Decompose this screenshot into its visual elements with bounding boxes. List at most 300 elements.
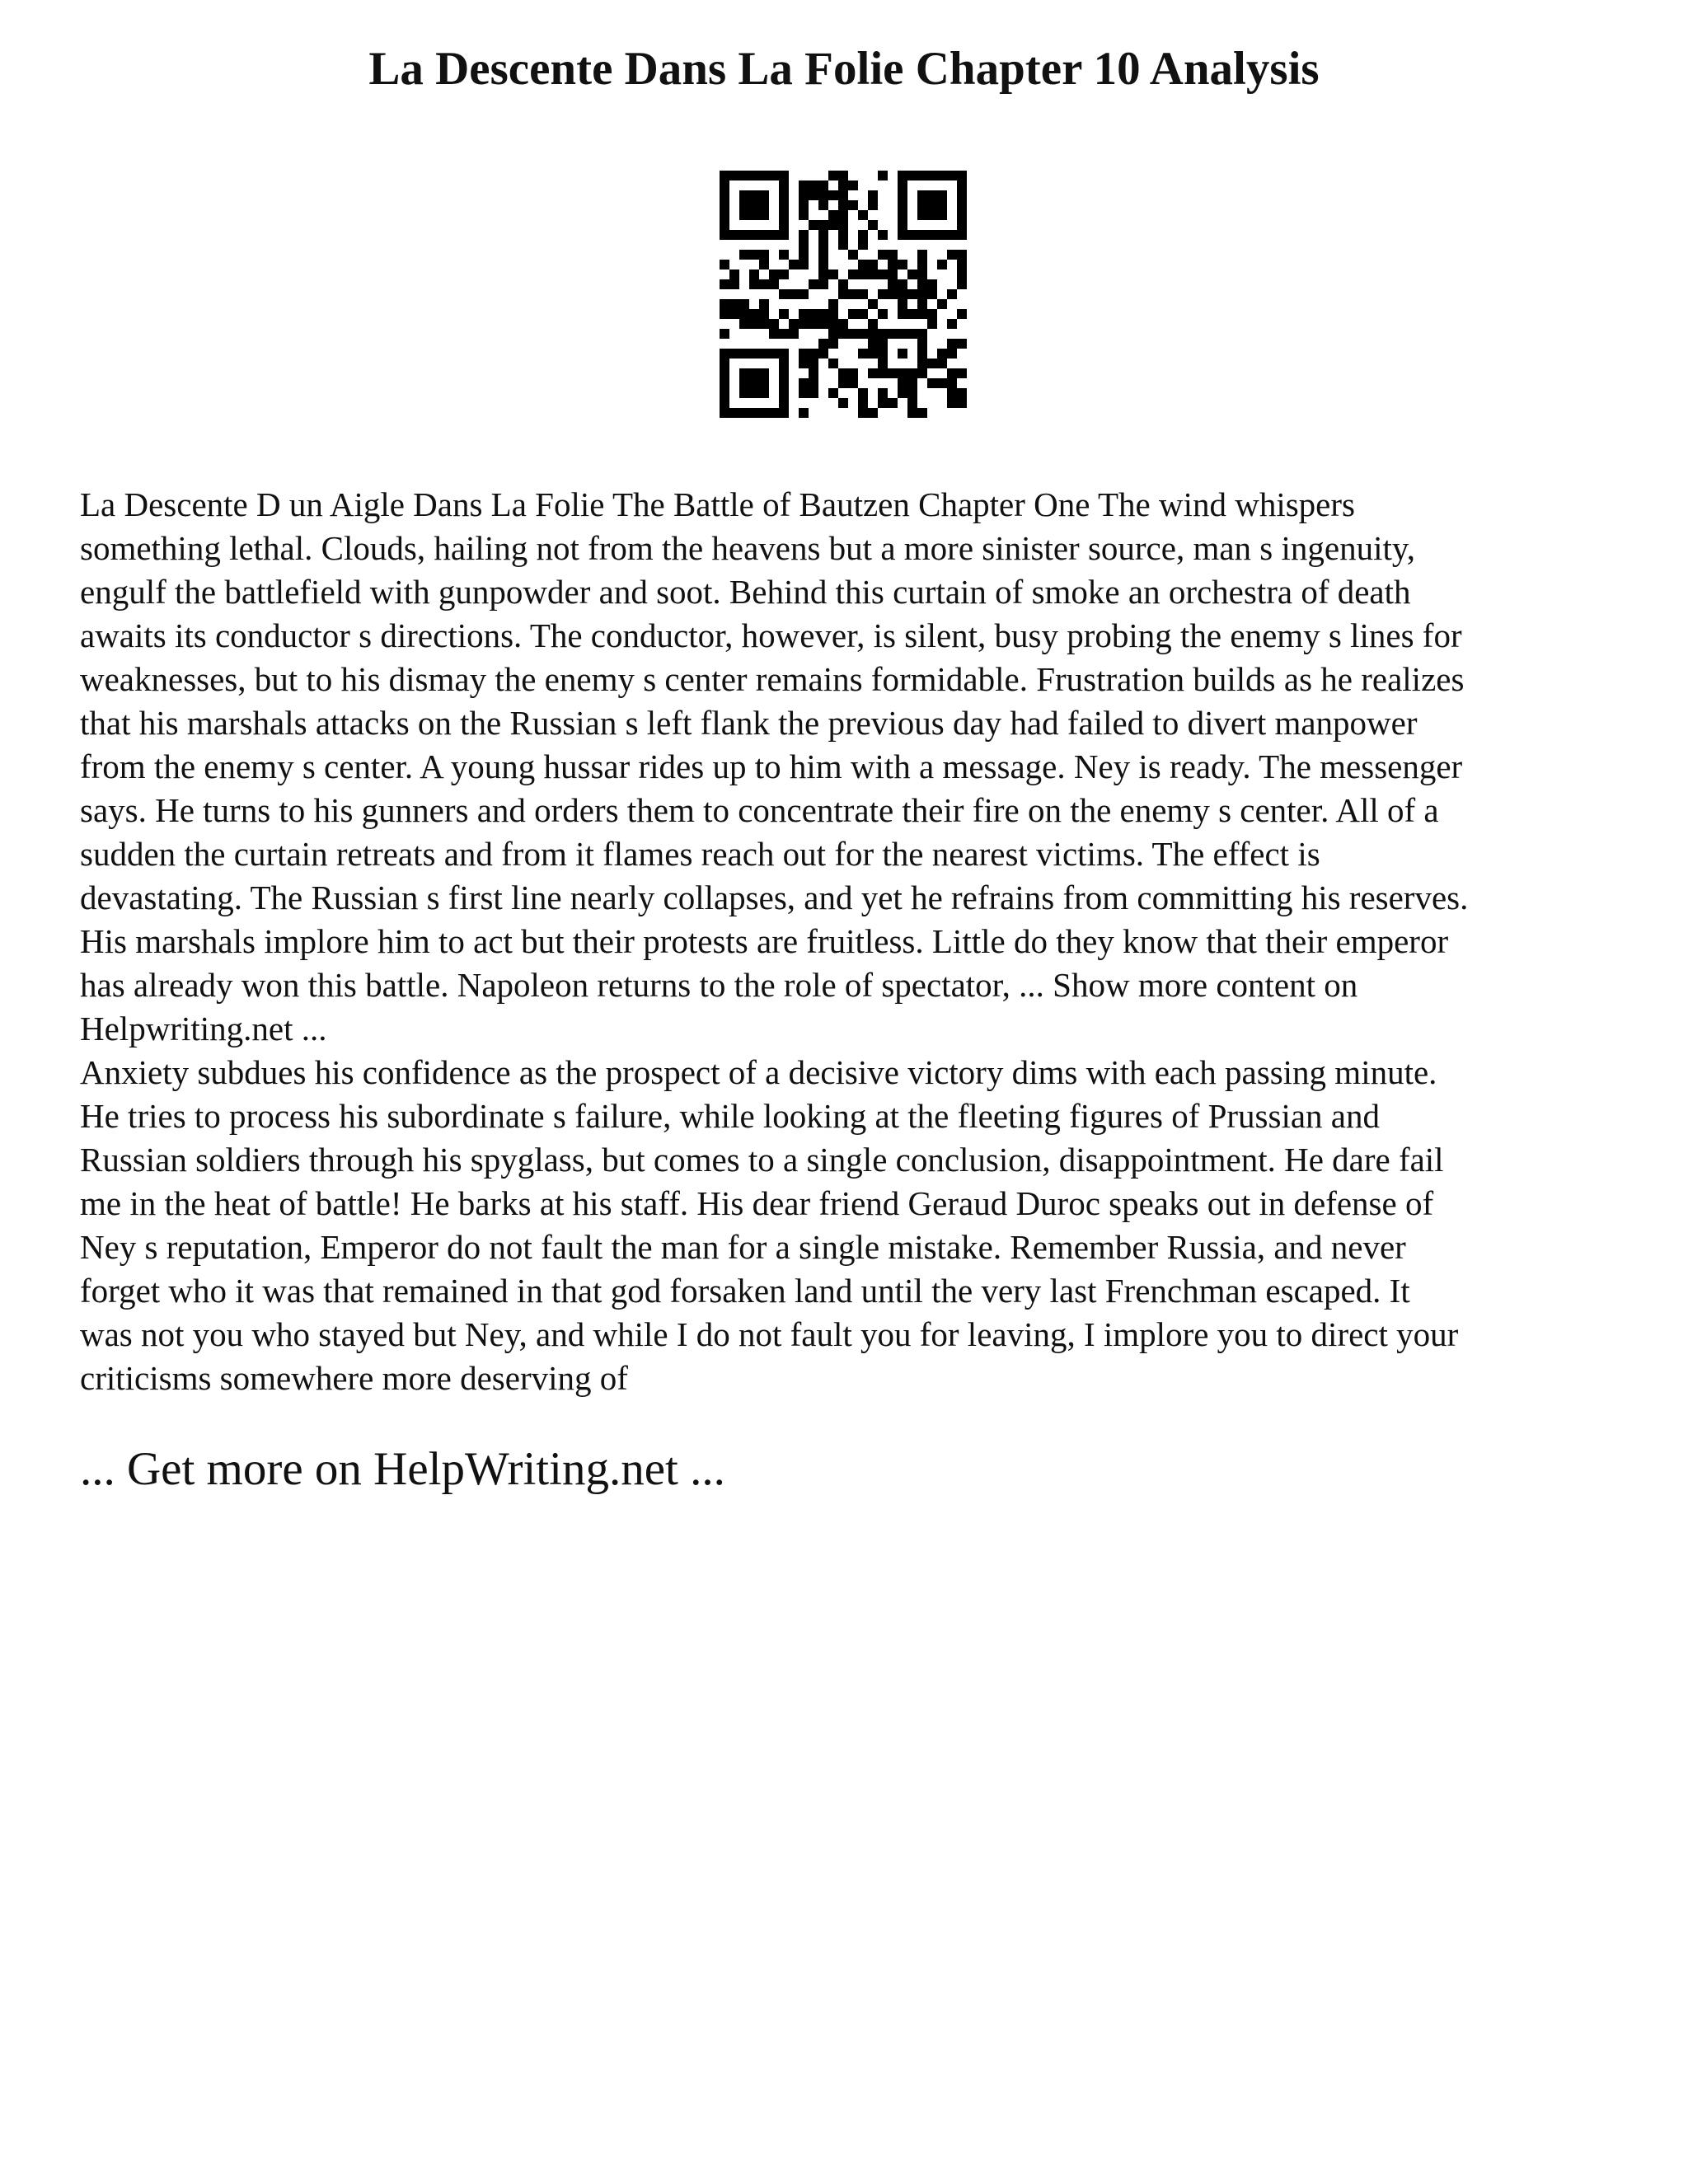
- qr-module: [789, 260, 799, 269]
- qr-module: [749, 388, 759, 398]
- qr-module: [759, 210, 769, 220]
- qr-module: [917, 171, 927, 180]
- qr-module: [907, 368, 917, 378]
- qr-module: [907, 289, 917, 299]
- qr-module: [818, 279, 828, 289]
- qr-module: [898, 378, 907, 388]
- qr-module: [809, 309, 818, 319]
- qr-module: [720, 408, 729, 418]
- qr-module: [947, 289, 957, 299]
- article-body: [80, 483, 1615, 1400]
- qr-module: [858, 349, 868, 359]
- qr-module: [828, 220, 838, 230]
- qr-module: [749, 190, 759, 200]
- qr-module: [898, 329, 907, 339]
- qr-module: [888, 368, 898, 378]
- qr-module: [927, 378, 937, 388]
- qr-module: [759, 368, 769, 378]
- qr-module: [809, 378, 818, 388]
- qr-module: [828, 299, 838, 309]
- text-line: says. He turns to his gunners and orders them to concentrate their fire on the enemy s center. All of a: [80, 791, 1439, 829]
- qr-module: [799, 260, 809, 269]
- qr-module: [729, 299, 739, 309]
- qr-module: [720, 171, 729, 180]
- qr-module: [779, 378, 789, 388]
- qr-module: [769, 230, 779, 240]
- qr-module: [818, 200, 828, 210]
- qr-module: [739, 349, 749, 359]
- qr-module: [769, 319, 779, 329]
- qr-module: [759, 299, 769, 309]
- text-line: sudden the curtain retreats and from it flames reach out for the nearest victims. The effect is: [80, 835, 1320, 873]
- qr-module: [720, 388, 729, 398]
- qr-module: [739, 250, 749, 260]
- qr-module: [818, 309, 828, 319]
- qr-module: [947, 171, 957, 180]
- qr-module: [937, 171, 947, 180]
- qr-module: [828, 359, 838, 368]
- qr-module: [858, 260, 868, 269]
- qr-module: [917, 289, 927, 299]
- qr-module: [917, 230, 927, 240]
- qr-module: [739, 210, 749, 220]
- qr-module: [818, 319, 828, 329]
- qr-module: [838, 279, 848, 289]
- qr-module: [779, 309, 789, 319]
- qr-module: [779, 171, 789, 180]
- qr-module: [907, 388, 917, 398]
- qr-module: [759, 388, 769, 398]
- text-line: Russian soldiers through his spyglass, but comes to a single conclusion, disappointment. He dare fail: [80, 1141, 1444, 1179]
- qr-module: [898, 171, 907, 180]
- qr-module: [927, 319, 937, 329]
- qr-module: [720, 190, 729, 200]
- qr-module: [749, 368, 759, 378]
- qr-module: [917, 359, 927, 368]
- qr-module: [858, 230, 868, 240]
- qr-module: [878, 171, 888, 180]
- qr-module: [848, 289, 858, 299]
- text-line: engulf the battlefield with gunpowder and soot. Behind this curtain of smoke an orchestra of death: [80, 573, 1411, 611]
- text-line: me in the heat of battle! He barks at his staff. His dear friend Geraud Duroc speaks out in defense of: [80, 1184, 1434, 1222]
- qr-module: [779, 230, 789, 240]
- qr-module: [848, 180, 858, 190]
- qr-module: [749, 378, 759, 388]
- qr-module: [720, 299, 729, 309]
- qr-module: [907, 378, 917, 388]
- get-more-link[interactable]: ... Get more on HelpWriting.net ...: [80, 1443, 725, 1495]
- qr-module: [888, 398, 898, 408]
- qr-module: [947, 349, 957, 359]
- qr-module: [937, 378, 947, 388]
- qr-module: [868, 269, 878, 279]
- qr-module: [818, 339, 828, 349]
- qr-module: [838, 289, 848, 299]
- qr-module: [779, 269, 789, 279]
- qr-module: [739, 299, 749, 309]
- qr-module: [729, 309, 739, 319]
- qr-module: [838, 220, 848, 230]
- qr-module: [898, 309, 907, 319]
- qr-module: [818, 250, 828, 260]
- text-line: awaits its conductor s directions. The conductor, however, is silent, busy probing the enemy s lines for: [80, 616, 1462, 654]
- qr-module: [779, 220, 789, 230]
- qr-module: [937, 230, 947, 240]
- qr-module: [858, 388, 868, 398]
- qr-module: [957, 200, 967, 210]
- qr-module: [878, 250, 888, 260]
- qr-module: [799, 309, 809, 319]
- qr-module: [799, 190, 809, 200]
- qr-module: [858, 398, 868, 408]
- qr-module: [759, 250, 769, 260]
- qr-module: [848, 309, 858, 319]
- qr-module: [957, 269, 967, 279]
- qr-module: [818, 180, 828, 190]
- text-line: that his marshals attacks on the Russian s left flank the previous day had failed to divert manpower: [80, 704, 1418, 742]
- text-line: was not you who stayed but Ney, and while I do not fault you for leaving, I implore you to direct your: [80, 1315, 1459, 1353]
- qr-module: [917, 408, 927, 418]
- qr-module: [809, 388, 818, 398]
- qr-module: [720, 329, 729, 339]
- qr-module: [917, 200, 927, 210]
- qr-module: [749, 250, 759, 260]
- qr-module: [957, 339, 967, 349]
- qr-module: [789, 319, 799, 329]
- qr-module: [779, 200, 789, 210]
- qr-module: [828, 339, 838, 349]
- qr-module: [848, 378, 858, 388]
- qr-module: [828, 210, 838, 220]
- qr-module: [720, 359, 729, 368]
- qr-module: [769, 269, 779, 279]
- qr-module: [799, 200, 809, 210]
- qr-module: [799, 359, 809, 368]
- qr-module: [858, 289, 868, 299]
- qr-module: [759, 230, 769, 240]
- qr-module: [868, 200, 878, 210]
- qr-module: [947, 368, 957, 378]
- qr-module: [858, 408, 868, 418]
- qr-module: [957, 171, 967, 180]
- qr-module: [779, 329, 789, 339]
- qr-module: [720, 349, 729, 359]
- qr-module: [739, 309, 749, 319]
- qr-module: [809, 180, 818, 190]
- qr-module: [720, 210, 729, 220]
- qr-module: [828, 269, 838, 279]
- qr-module: [878, 359, 888, 368]
- text-line: forget who it was that remained in that god forsaken land until the very last Frenchman escaped. It: [80, 1272, 1410, 1310]
- qr-module: [917, 190, 927, 200]
- qr-module: [779, 359, 789, 368]
- qr-module: [838, 190, 848, 200]
- qr-module: [898, 349, 907, 359]
- qr-module: [937, 299, 947, 309]
- qr-module: [720, 230, 729, 240]
- qr-module: [838, 378, 848, 388]
- qr-module: [957, 210, 967, 220]
- qr-module: [838, 230, 848, 240]
- qr-module: [739, 378, 749, 388]
- qr-module: [729, 171, 739, 180]
- qr-module: [749, 269, 759, 279]
- qr-module: [907, 171, 917, 180]
- qr-module: [799, 319, 809, 329]
- qr-module: [818, 260, 828, 269]
- qr-module: [898, 299, 907, 309]
- qr-module: [759, 378, 769, 388]
- qr-module: [957, 279, 967, 289]
- qr-module: [878, 398, 888, 408]
- qr-module: [759, 171, 769, 180]
- qr-module: [749, 171, 759, 180]
- qr-module: [937, 190, 947, 200]
- qr-module: [779, 210, 789, 220]
- qr-module: [809, 349, 818, 359]
- qr-module: [749, 230, 759, 240]
- qr-module: [868, 408, 878, 418]
- qr-module: [957, 230, 967, 240]
- qr-module: [937, 200, 947, 210]
- qr-module: [878, 289, 888, 299]
- qr-module: [739, 190, 749, 200]
- qr-module: [858, 240, 868, 250]
- text-line: Ney s reputation, Emperor do not fault the man for a single mistake. Remember Russia, and never: [80, 1228, 1406, 1266]
- qr-module: [739, 200, 749, 210]
- qr-module: [947, 378, 957, 388]
- qr-module: [749, 319, 759, 329]
- qr-module: [937, 260, 947, 269]
- qr-module: [868, 349, 878, 359]
- qr-module: [957, 180, 967, 190]
- qr-module: [917, 299, 927, 309]
- qr-module: [799, 388, 809, 398]
- qr-module: [809, 220, 818, 230]
- qr-module: [749, 309, 759, 319]
- qr-module: [947, 230, 957, 240]
- qr-module: [898, 289, 907, 299]
- qr-module: [878, 329, 888, 339]
- qr-module: [878, 388, 888, 398]
- qr-module: [720, 279, 729, 289]
- qr-module: [858, 309, 868, 319]
- qr-module: [927, 279, 937, 289]
- qr-module: [947, 339, 957, 349]
- qr-module: [779, 388, 789, 398]
- qr-module: [927, 171, 937, 180]
- qr-module: [907, 309, 917, 319]
- qr-module: [878, 309, 888, 319]
- qr-module: [927, 309, 937, 319]
- qr-module: [818, 269, 828, 279]
- qr-module: [947, 388, 957, 398]
- qr-module: [838, 398, 848, 408]
- qr-module: [779, 180, 789, 190]
- qr-module: [888, 250, 898, 260]
- qr-module: [720, 200, 729, 210]
- qr-module: [898, 180, 907, 190]
- qr-module: [868, 368, 878, 378]
- text-line: has already won this battle. Napoleon returns to the role of spectator, ... Show more content on: [80, 966, 1358, 1004]
- qr-module: [947, 398, 957, 408]
- qr-module: [779, 250, 789, 260]
- qr-module: [828, 319, 838, 329]
- qr-module: [907, 269, 917, 279]
- qr-module: [729, 349, 739, 359]
- qr-module: [818, 230, 828, 240]
- qr-module: [868, 220, 878, 230]
- qr-module: [739, 388, 749, 398]
- qr-module: [769, 171, 779, 180]
- qr-module: [749, 279, 759, 289]
- qr-module: [858, 269, 868, 279]
- qr-module: [898, 388, 907, 398]
- qr-module: [828, 309, 838, 319]
- page-title: La Descente Dans La Folie Chapter 10 Analysis: [368, 43, 1320, 95]
- text-line: His marshals implore him to act but their protests are fruitless. Little do they know that their emperor: [80, 922, 1449, 960]
- qr-module: [957, 220, 967, 230]
- qr-module: [868, 299, 878, 309]
- qr-module: [739, 319, 749, 329]
- qr-module: [818, 349, 828, 359]
- qr-module: [838, 171, 848, 180]
- qr-module: [888, 269, 898, 279]
- qr-module: [957, 398, 967, 408]
- qr-module: [957, 388, 967, 398]
- qr-module: [729, 230, 739, 240]
- qr-module: [769, 349, 779, 359]
- qr-module: [749, 200, 759, 210]
- qr-module: [868, 190, 878, 200]
- qr-module: [809, 279, 818, 289]
- qr-module: [720, 260, 729, 269]
- text-line: something lethal. Clouds, hailing not from the heavens but a more sinister source, man s ingenuity,: [80, 529, 1415, 567]
- qr-module: [838, 200, 848, 210]
- qr-module: [898, 190, 907, 200]
- text-line: devastating. The Russian s first line nearly collapses, and yet he refrains from committing his reserves.: [80, 879, 1469, 916]
- qr-module: [739, 368, 749, 378]
- qr-module: [858, 329, 868, 339]
- qr-module: [809, 190, 818, 200]
- qr-module: [917, 279, 927, 289]
- qr-module: [769, 329, 779, 339]
- qr-module: [917, 260, 927, 269]
- qr-module: [779, 408, 789, 418]
- qr-module: [898, 220, 907, 230]
- qr-module: [937, 359, 947, 368]
- qr-module: [759, 200, 769, 210]
- paragraph-1: [80, 483, 1615, 1051]
- qr-module: [888, 289, 898, 299]
- qr-module: [799, 408, 809, 418]
- qr-module: [838, 210, 848, 220]
- qr-module: [720, 368, 729, 378]
- qr-module: [828, 388, 838, 398]
- qr-module: [898, 260, 907, 269]
- qr-code-icon: [720, 171, 967, 418]
- qr-module: [809, 368, 818, 378]
- qr-module: [947, 250, 957, 260]
- qr-module: [927, 230, 937, 240]
- qr-module: [838, 319, 848, 329]
- qr-module: [917, 309, 927, 319]
- qr-module: [799, 378, 809, 388]
- qr-module: [799, 240, 809, 250]
- qr-module: [937, 349, 947, 359]
- qr-module: [917, 329, 927, 339]
- qr-module: [799, 289, 809, 299]
- qr-module: [898, 230, 907, 240]
- qr-module: [779, 289, 789, 299]
- text-line: criticisms somewhere more deserving of: [80, 1359, 628, 1397]
- qr-module: [759, 349, 769, 359]
- qr-module: [838, 240, 848, 250]
- text-line: Anxiety subdues his confidence as the prospect of a decisive victory dims with each passing minute.: [80, 1053, 1437, 1091]
- qr-module: [878, 339, 888, 349]
- qr-module: [878, 230, 888, 240]
- qr-module: [739, 230, 749, 240]
- qr-module: [759, 190, 769, 200]
- qr-module: [779, 368, 789, 378]
- text-line: La Descente D un Aigle Dans La Folie The Battle of Bautzen Chapter One The wind whispers: [80, 485, 1355, 523]
- qr-module: [799, 250, 809, 260]
- qr-module: [937, 210, 947, 220]
- qr-module: [848, 368, 858, 378]
- qr-module: [720, 180, 729, 190]
- qr-module: [818, 190, 828, 200]
- qr-module: [868, 260, 878, 269]
- qr-module: [907, 230, 917, 240]
- qr-module: [729, 279, 739, 289]
- qr-module: [917, 210, 927, 220]
- text-line[interactable]: Helpwriting.net ...: [80, 1010, 327, 1047]
- qr-module: [799, 210, 809, 220]
- qr-module: [878, 349, 888, 359]
- qr-module: [927, 190, 937, 200]
- qr-module: [759, 279, 769, 289]
- text-line: weaknesses, but to his dismay the enemy s center remains formidable. Frustration builds as he realizes: [80, 660, 1465, 698]
- qr-module: [720, 398, 729, 408]
- qr-module: [898, 200, 907, 210]
- qr-module: [898, 368, 907, 378]
- qr-module: [799, 349, 809, 359]
- qr-module: [789, 329, 799, 339]
- qr-module: [957, 260, 967, 269]
- qr-module: [927, 200, 937, 210]
- qr-module: [779, 398, 789, 408]
- qr-module: [868, 329, 878, 339]
- qr-module: [759, 260, 769, 269]
- qr-module: [907, 398, 917, 408]
- qr-module: [828, 190, 838, 200]
- qr-module: [749, 349, 759, 359]
- qr-module: [759, 309, 769, 319]
- qr-module: [809, 359, 818, 368]
- qr-module: [799, 180, 809, 190]
- qr-module: [720, 309, 729, 319]
- qr-module: [957, 368, 967, 378]
- qr-module: [739, 171, 749, 180]
- qr-module: [769, 279, 779, 289]
- qr-module: [779, 349, 789, 359]
- qr-module: [779, 190, 789, 200]
- qr-module: [720, 378, 729, 388]
- text-line: from the enemy s center. A young hussar rides up to him with a message. Ney is ready. The messenger: [80, 748, 1463, 785]
- qr-module: [888, 279, 898, 289]
- qr-module: [809, 319, 818, 329]
- qr-module: [838, 368, 848, 378]
